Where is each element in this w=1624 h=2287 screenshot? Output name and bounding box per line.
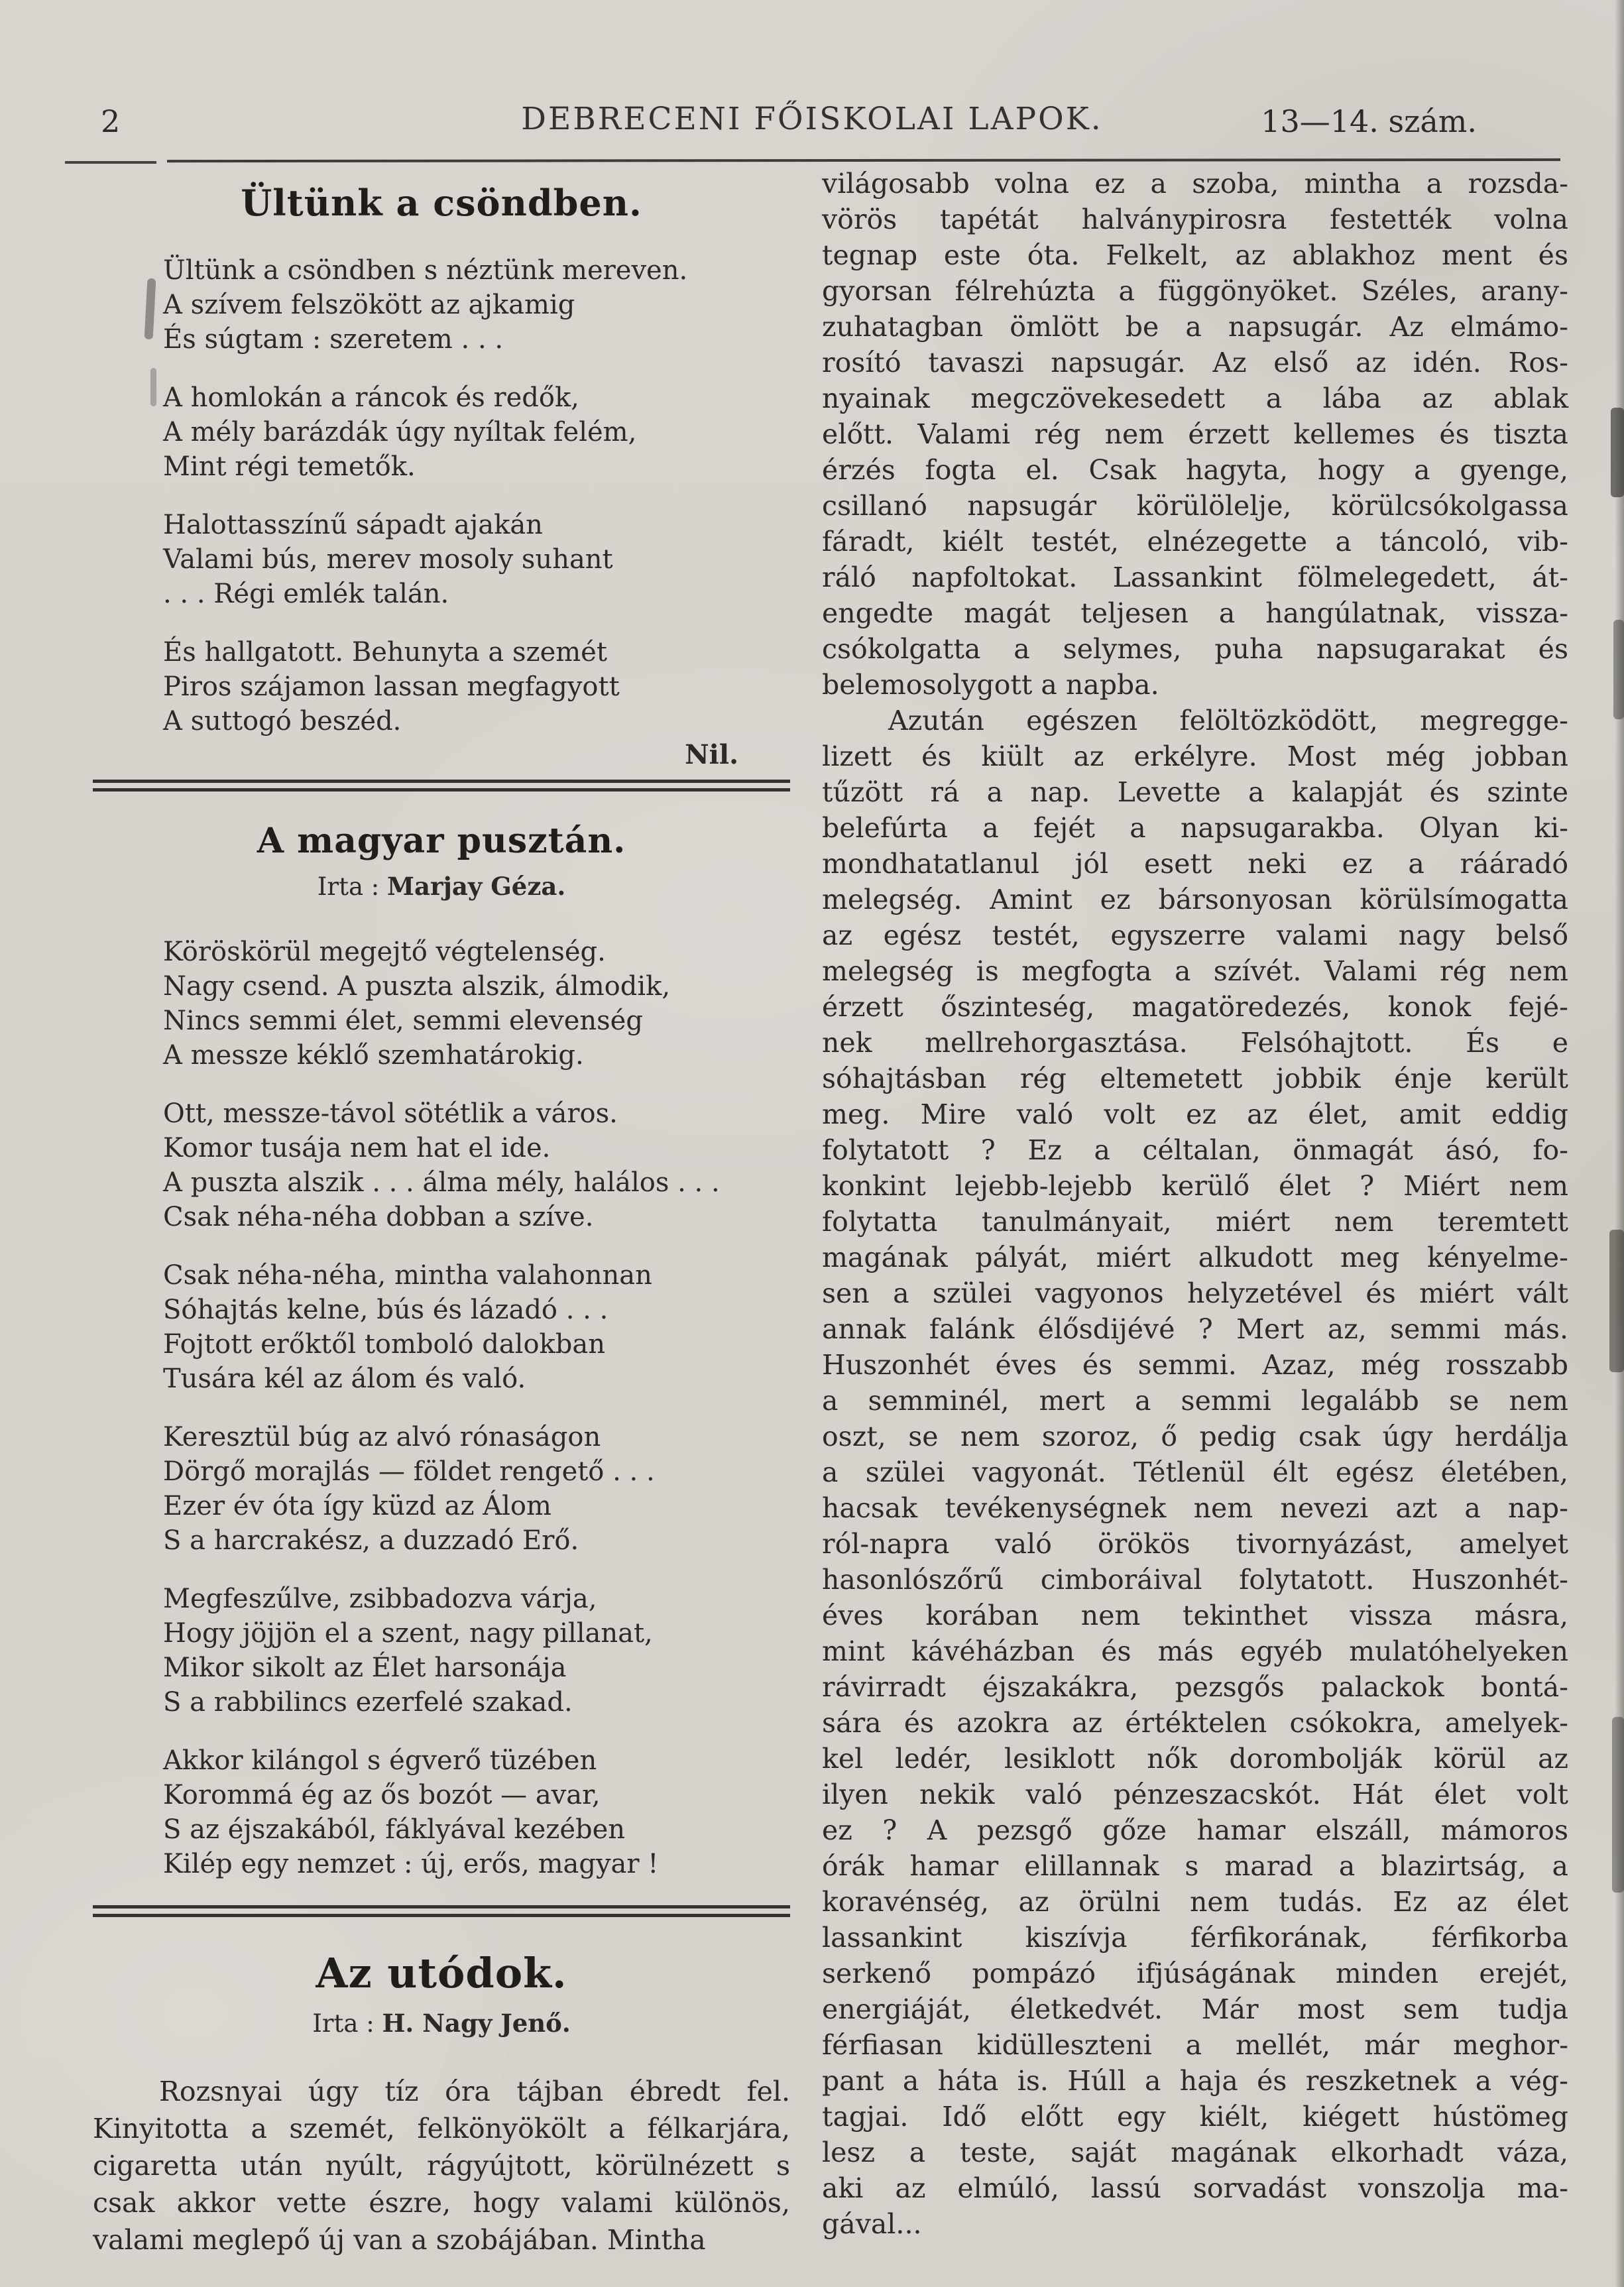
byline-author: H. Nagy Jenő. <box>382 2009 571 2038</box>
poem-line: Nagy csend. A puszta alszik, álmodik, <box>163 971 671 1002</box>
right-column <box>822 166 1568 2242</box>
poem-line: S az éjszakából, fáklyával kezében <box>163 1814 626 1845</box>
poem-line: A puszta alszik . . . álma mély, halálos . . . <box>163 1167 720 1198</box>
prose-line: sen a szülei vagyonos helyzetével és miért vált <box>822 1277 1568 1309</box>
prose-line: ez ? A pezsgő gőze hamar elszáll, mámoros <box>822 1814 1568 1846</box>
poem-line: Csak néha-néha dobban a szíve. <box>163 1202 594 1232</box>
poem-line: Hogy jöjjön el a szent, nagy pillanat, <box>163 1618 653 1649</box>
stanza <box>163 253 790 357</box>
section-divider <box>93 1905 790 1917</box>
poem-line: Fojtott erőktől tomboló dalokban <box>163 1329 605 1360</box>
prose-line: ilyen nekik való pénzeszacskót. Hát élet volt <box>822 1779 1568 1810</box>
poem-line: Komor tusája nem hat el ide. <box>163 1133 551 1163</box>
prose-line: oszt, se nem szoroz, ő pedig csak úgy herdálja <box>822 1421 1568 1452</box>
prose-line: Rozsnyai úgy tíz óra tájban ébredt fel. <box>159 2076 790 2107</box>
story-title-az-utodok: Az utódok. <box>316 1949 567 1997</box>
stanza <box>163 381 790 484</box>
prose-line: előtt. Valami rég nem érzett kellemes és tiszta <box>822 418 1568 450</box>
prose-line: rávirradt éjszakákra, pezsgős palackok bontá- <box>822 1671 1568 1703</box>
poem-line: Halottasszínű sápadt ajakán <box>163 510 543 540</box>
prose-line: melegség. Amint ez bársonyosan körülsímogatta <box>822 884 1568 915</box>
prose-line: vörös tapétát halványpirosra festették volna <box>822 204 1568 235</box>
poem-line: Megfeszűlve, zsibbadozva várja, <box>163 1584 597 1614</box>
prose-line: csillanó napsugár körülölelje, körülcsókolgassa <box>822 490 1568 522</box>
prose-line: éves korában nem tekinthet vissza másra, <box>822 1600 1568 1631</box>
prose-line: folytatta tanulmányait, miért nem teremtett <box>822 1206 1568 1238</box>
stanza <box>163 1420 790 1558</box>
poem-line: Valami bús, merev mosoly suhant <box>163 544 613 575</box>
prose-line: csókolgatta a selymes, puha napsugarakat és <box>822 633 1568 665</box>
poem-line: Csak néha-néha, mintha valahonnan <box>163 1260 652 1291</box>
prose-line: rosító tavaszi napsugár. Az első az idén. Ros- <box>822 347 1568 379</box>
story-opening-paragraph <box>93 2073 790 2258</box>
page-edge-shadow <box>1615 0 1624 2287</box>
prose-line: érzés fogta el. Csak hagyta, hogy a gyenge, <box>822 454 1568 486</box>
poem-line: Ezer év óta így küzd az Álom <box>163 1491 551 1521</box>
prose-line: koravénség, az örülni nem tudás. Ez az élet <box>822 1886 1568 1918</box>
prose-line: lesz a teste, saját magának elkorhadt váza, <box>822 2137 1568 2168</box>
poem-line: Akkor kilángol s égverő tüzében <box>163 1745 597 1776</box>
prose-line: kel ledér, lesiklott nők dorombolják körül az <box>822 1743 1568 1775</box>
poem-line: A szívem felszökött az ajkamig <box>163 290 575 320</box>
stanza <box>163 508 790 611</box>
stanza <box>163 1743 790 1881</box>
poem-line: A messze kéklő szemhatárokig. <box>163 1040 584 1071</box>
byline-prefix: Irta : <box>317 872 380 901</box>
prose-line: lassankint kiszívja férfikorának, férfikorba <box>822 1922 1568 1954</box>
prose-line: pant a háta is. Húll a haja és reszketnek a vég- <box>822 2065 1568 2097</box>
prose-line: folytatott ? Ez a céltalan, önmagát ásó, fo- <box>822 1134 1568 1166</box>
poem-line: Sóhajtás kelne, bús és lázadó . . . <box>163 1295 609 1325</box>
prose-line: sóhajtásban rég eltemetett jobbik énje került <box>822 1063 1568 1094</box>
poem-a-magyar-pusztan <box>93 935 790 1881</box>
prose-paragraph <box>822 703 1568 2242</box>
prose-line: mondhatatlanul jól esett neki ez a rááradó <box>822 848 1568 880</box>
prose-line: a szülei vagyonát. Tétlenül élt egész életében, <box>822 1456 1568 1488</box>
left-column <box>93 178 790 2258</box>
prose-line: energiáját, életkedvét. Már most sem tudja <box>822 1993 1568 2025</box>
prose-line: mint kávéházban és más egyéb mulatóhelyeken <box>822 1635 1568 1667</box>
header-rule <box>167 158 1560 162</box>
poem-title-magyar-pusztan: A magyar pusztán. <box>257 821 626 861</box>
prose-line: lizett és kiült az erkélyre. Most még jobban <box>822 740 1568 772</box>
prose-line: valami meglepő új van a szobájában. Mintha <box>93 2224 706 2256</box>
masthead-title: DEBRECENI FŐISKOLAI LAPOK. <box>521 101 1103 137</box>
poem-line: Mikor sikolt az Élet harsonája <box>163 1653 567 1683</box>
prose-line: világosabb volna ez a szoba, mintha a rozsda- <box>822 168 1568 200</box>
poem-line: A mély barázdák úgy nyíltak felém, <box>163 417 637 447</box>
poem-line: És súgtam : szeretem . . . <box>163 324 504 355</box>
prose-line: érzett őszinteség, magatöredezés, konok fejé- <box>822 991 1568 1023</box>
issue-number: 13—14. szám. <box>1261 103 1477 139</box>
header-rule-left-segment <box>65 161 156 164</box>
poem-line: . . . Régi emlék talán. <box>163 579 449 609</box>
poem-line: Köröskörül megejtő végtelenség. <box>163 937 606 967</box>
poem-line: S a harcrakész, a duzzadó Erő. <box>163 1525 579 1556</box>
prose-line: Azután egészen felöltözködött, megregge- <box>888 705 1568 736</box>
prose-line: tűzött rá a nap. Levette a kalapját és szinte <box>822 776 1568 808</box>
prose-line: tegnap este óta. Felkelt, az ablakhoz ment és <box>822 239 1568 271</box>
prose-line: hasonlószőrű cimboráival folytatott. Huszonhét- <box>822 1564 1568 1596</box>
poem-line: Nincs semmi élet, semmi elevenség <box>163 1006 643 1036</box>
prose-line: gyorsan félrehúzta a függönyöket. Széles, arany- <box>822 275 1568 307</box>
poem-line: Ott, messze-távol sötétlik a város. <box>163 1098 618 1129</box>
byline-nagy-jeno <box>93 2009 790 2038</box>
prose-line: belefúrta a fejét a napsugarakba. Olyan ki- <box>822 812 1568 844</box>
prose-line: tagjai. Idő előtt egy kiélt, kiégett hústömeg <box>822 2101 1568 2133</box>
stanza <box>163 635 790 738</box>
poem-line: A homlokán a ráncok és redők, <box>163 382 579 413</box>
poem-line: S a rabbilincs ezerfelé szakad. <box>163 1687 573 1718</box>
prose-line: Kinyitotta a szemét, felkönyökölt a félkarjára, <box>93 2113 790 2144</box>
prose-line: gával... <box>822 2208 922 2240</box>
prose-line: ráló napfoltokat. Lassankint fölmelegedett, át- <box>822 561 1568 593</box>
prose-line: Huszonhét éves és semmi. Azaz, még rosszabb <box>822 1349 1568 1381</box>
stanza <box>163 935 790 1073</box>
poem-line: Dörgő morajlás — földet rengető . . . <box>163 1456 655 1487</box>
prose-line: annak falánk élősdijévé ? Mert az, semmi más. <box>822 1313 1568 1345</box>
prose-line: ról-napra való örökös tivornyázást, amelyet <box>822 1528 1568 1560</box>
prose-line: órák hamar elillannak s marad a blazirtság, a <box>822 1850 1568 1882</box>
prose-line: cigaretta után nyúlt, rágyújtott, körülnézett s <box>93 2150 790 2182</box>
prose-line: meg. Mire való volt ez az élet, amit eddig <box>822 1098 1568 1130</box>
prose-paragraph <box>93 2073 790 2258</box>
poem-ultunk-a-csondben <box>93 253 790 738</box>
prose-paragraph <box>822 166 1568 703</box>
prose-line: csak akkor vette észre, hogy valami különös, <box>93 2187 790 2219</box>
poem-line: Piros szájamon lassan megfagyott <box>163 672 620 702</box>
page-number: 2 <box>101 103 121 139</box>
poem-line: Keresztül búg az alvó rónaságon <box>163 1422 601 1452</box>
prose-line: az egész testét, egyszerre valami nagy belső <box>822 919 1568 951</box>
prose-line: serkenő pompázó ifjúságának minden erejét, <box>822 1958 1568 1989</box>
poem-title-ultunk: Ültünk a csöndben. <box>241 182 642 224</box>
stanza <box>163 1258 790 1396</box>
prose-line: engedte magát teljesen a hangúlatnak, vissza- <box>822 597 1568 629</box>
prose-line: magának pályát, miért alkudott meg kényelme- <box>822 1242 1568 1273</box>
stanza <box>163 1582 790 1720</box>
prose-line: nyainak megczövekesedett a lába az ablak <box>822 382 1568 414</box>
prose-line: sára és azokra az értéktelen csókokra, amelyek- <box>822 1707 1568 1739</box>
poem-line: Mint régi temetők. <box>163 451 416 482</box>
prose-line: belemosolygott a napba. <box>822 669 1159 701</box>
poem-line: És hallgatott. Behunyta a szemét <box>163 637 607 668</box>
prose-line: zuhatagban ömlött be a napsugár. Az elmámo- <box>822 311 1568 343</box>
byline-author: Marjay Géza. <box>387 872 566 901</box>
prose-line: aki az elmúló, lassú sorvadást vonszolja ma- <box>822 2172 1568 2204</box>
prose-line: hacsak tevékenységnek nem nevezi azt a nap- <box>822 1492 1568 1524</box>
prose-line: férfiasan kidülleszteni a mellét, már meghor- <box>822 2029 1568 2061</box>
poem-line: A suttogó beszéd. <box>163 706 402 736</box>
prose-line: a semminél, mert a semmi legalább se nem <box>822 1385 1568 1417</box>
poem-line: Kilép egy nemzet : új, erős, magyar ! <box>163 1849 659 1879</box>
poem-line: Korommá ég az ős bozót — avar, <box>163 1780 601 1810</box>
prose-line: konkint lejebb-lejebb kerülő élet ? Miért nem <box>822 1170 1568 1202</box>
poem-line: Ültünk a csöndben s néztünk mereven. <box>163 255 688 286</box>
poem-line: Tusára kél az álom és való. <box>163 1364 526 1394</box>
prose-line: fáradt, kiélt testét, elnézegette a táncoló, vib- <box>822 526 1568 557</box>
prose-line: melegség is megfogta a szívét. Valami rég nem <box>822 955 1568 987</box>
stanza <box>163 1096 790 1234</box>
section-divider <box>93 780 790 792</box>
scan-artifact-left-margin <box>150 368 156 406</box>
byline-marjay <box>93 872 790 902</box>
poem-signature: Nil. <box>685 739 738 770</box>
byline-prefix: Irta : <box>312 2009 375 2038</box>
prose-line: nek mellrehorgasztása. Felsóhajtott. És e <box>822 1027 1568 1059</box>
